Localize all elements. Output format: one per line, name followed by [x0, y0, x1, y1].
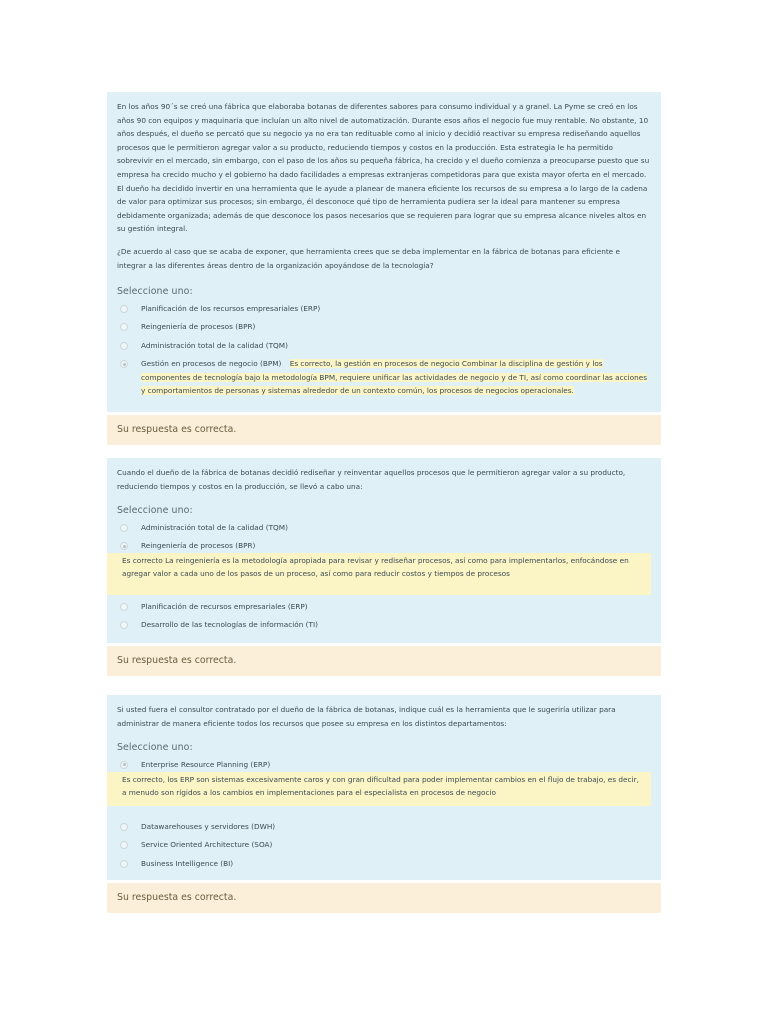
question-2-card [107, 458, 661, 643]
radio-button-unchecked-icon[interactable] [120, 841, 128, 849]
radio-button-unchecked-icon[interactable] [120, 621, 128, 629]
radio-button-checked-icon[interactable] [120, 761, 128, 769]
q1-option-erp[interactable] [117, 302, 651, 321]
q1-option-erp-label: Planificación de los recursos empresariales (ERP) [141, 303, 321, 313]
radio-button-unchecked-icon[interactable] [120, 305, 128, 313]
radio-button-unchecked-icon[interactable] [120, 342, 128, 350]
q3-option-soa[interactable] [117, 838, 651, 857]
question-1-card [107, 92, 661, 412]
q1-option-bpm-selected[interactable] [117, 357, 651, 398]
q2-option-erp[interactable] [117, 600, 651, 619]
q1-option-bpr[interactable] [117, 320, 651, 339]
q3-result-banner: Su respuesta es correcta. [107, 883, 661, 913]
q1-select-prompt: Seleccione uno: [117, 286, 193, 298]
q1-option-bpm-label: Gestión en procesos de negocio (BPM) [141, 359, 282, 369]
q2-select-prompt: Seleccione uno: [117, 505, 193, 517]
q2-option-bpr-selected[interactable] [117, 539, 651, 558]
q3-option-bi-label: Business Intelligence (BI) [141, 858, 234, 868]
q3-question-text: Si usted fuera el consultor contratado por el dueño de la fábrica de botanas, indique cuál es la herramienta que le sugeriría utilizar para administrar de manera eficiente todos los recursos que posee su empresa en los distintos departamentos: [117, 705, 616, 728]
question-3-card [107, 695, 661, 880]
q1-option-tqm-label: Administración total de la calidad (TQM) [141, 340, 288, 350]
q3-feedback-text: Es correcto, los ERP son sistemas excesivamente caros y con gran dificultad para poder implementar cambios en el flujo de trabajo, es decir, a menudo son rígidos a los cambios en implementaciones para el especialista en procesos de negocio [107, 772, 651, 806]
q2-result-banner: Su respuesta es correcta. [107, 646, 661, 676]
q3-option-soa-label: Service Oriented Architecture (SOA) [141, 840, 273, 850]
radio-button-unchecked-icon[interactable] [120, 823, 128, 831]
q3-option-dwh-label: Datawarehouses y servidores (DWH) [141, 821, 276, 831]
radio-button-unchecked-icon[interactable] [120, 860, 128, 868]
q1-feedback-text: Es correcto, la gestión en procesos de negocio Combinar la disciplina de gestión y los componentes de tecnología bajo la metodología BPM, requiere unificar las actividades de negocio y de TI, así como coordinar las acciones y comportamientos de personas y sistemas alrededor de un contexto común, los procesos de negocios operacionales. [141, 359, 648, 396]
q1-question-text: ¿De acuerdo al caso que se acaba de exponer, que herramienta crees que se deba implementar en la fábrica de botanas para eficiente e integrar a las diferentes áreas dentro de la organización apoyándose de la tecnología? [117, 246, 620, 270]
q2-option-ti[interactable] [117, 618, 651, 637]
q3-option-bi[interactable] [117, 857, 651, 876]
q3-option-dwh[interactable] [117, 820, 651, 839]
q1-result-banner: Su respuesta es correcta. [107, 415, 661, 445]
q1-case-paragraph: En los años 90´s se creó una fábrica que elaboraba botanas de diferentes sabores para consumo individual y a granel. La Pyme se creó en los años 90 con equipos y maquinaria que incluían un alto nivel de automatización. Durante esos años el negocio fue muy rentable. No obstante, 10 años después, el dueño se percató que su negocio ya no era tan redituable como al inicio y decidió reactivar su empresa rediseñando aquellos procesos que le permitieron agregar valor a su producto, reduciendo tiempos y costos en la producción. Esta estrategia le ha permitido sobrevivir en el mercado, sin embargo, con el paso de los años su pequeña fábrica, ha crecido y el dueño comienza a preocuparse puesto que su empresa ha crecido mucho y el gobierno ha dado facilidades a empresas extranjeras competidoras para que exista mayor oferta en el mercado. El dueño ha decidido invertir en una herramienta que le ayude a planear de manera eficiente los recursos de su empresa a lo largo de la cadena de valor para optimizar sus procesos; sin embargo, él desconoce qué tipo de herramienta pudiera ser la ideal para mantener su empresa debidamente organizada; además de que desconoce los pasos necesarios que se requieren para lograr que su empresa alcance niveles altos en su gestión integral. [117, 102, 650, 234]
q2-option-bpr-label: Reingeniería de procesos (BPR) [141, 541, 256, 551]
radio-button-checked-icon[interactable] [120, 542, 128, 550]
q3-select-prompt: Seleccione uno: [117, 742, 193, 754]
q1-option-tqm[interactable] [117, 339, 651, 358]
radio-button-checked-icon[interactable] [120, 360, 128, 368]
radio-button-unchecked-icon[interactable] [120, 323, 128, 331]
q2-option-erp-label: Planificación de recursos empresariales (ERP) [141, 601, 308, 611]
radio-button-unchecked-icon[interactable] [120, 603, 128, 611]
q2-option-tqm[interactable] [117, 521, 651, 540]
q2-question-text: Cuando el dueño de la fábrica de botanas decidió rediseñar y reinventar aquellos procesos que le permitieron agregar valor a su producto, reduciendo tiempos y costos en la producción, se llevó a cabo una: [117, 468, 626, 491]
q2-option-tqm-label: Administración total de la calidad (TQM) [141, 522, 288, 532]
radio-button-unchecked-icon[interactable] [120, 524, 128, 532]
q2-option-ti-label: Desarrollo de las tecnologías de información (TI) [141, 620, 318, 630]
q1-option-bpr-label: Reingeniería de procesos (BPR) [141, 322, 256, 332]
q3-option-erp-label: Enterprise Resource Planning (ERP) [141, 759, 271, 769]
q2-feedback-text: Es correcto La reingeniería es la metodología apropiada para revisar y rediseñar procesos, así como para implementarlos, enfocándose en agregar valor a cada uno de los pasos de un proceso, así como para reducir costos y tiempos de procesos [107, 553, 651, 595]
q3-option-erp-selected[interactable] [117, 758, 651, 772]
